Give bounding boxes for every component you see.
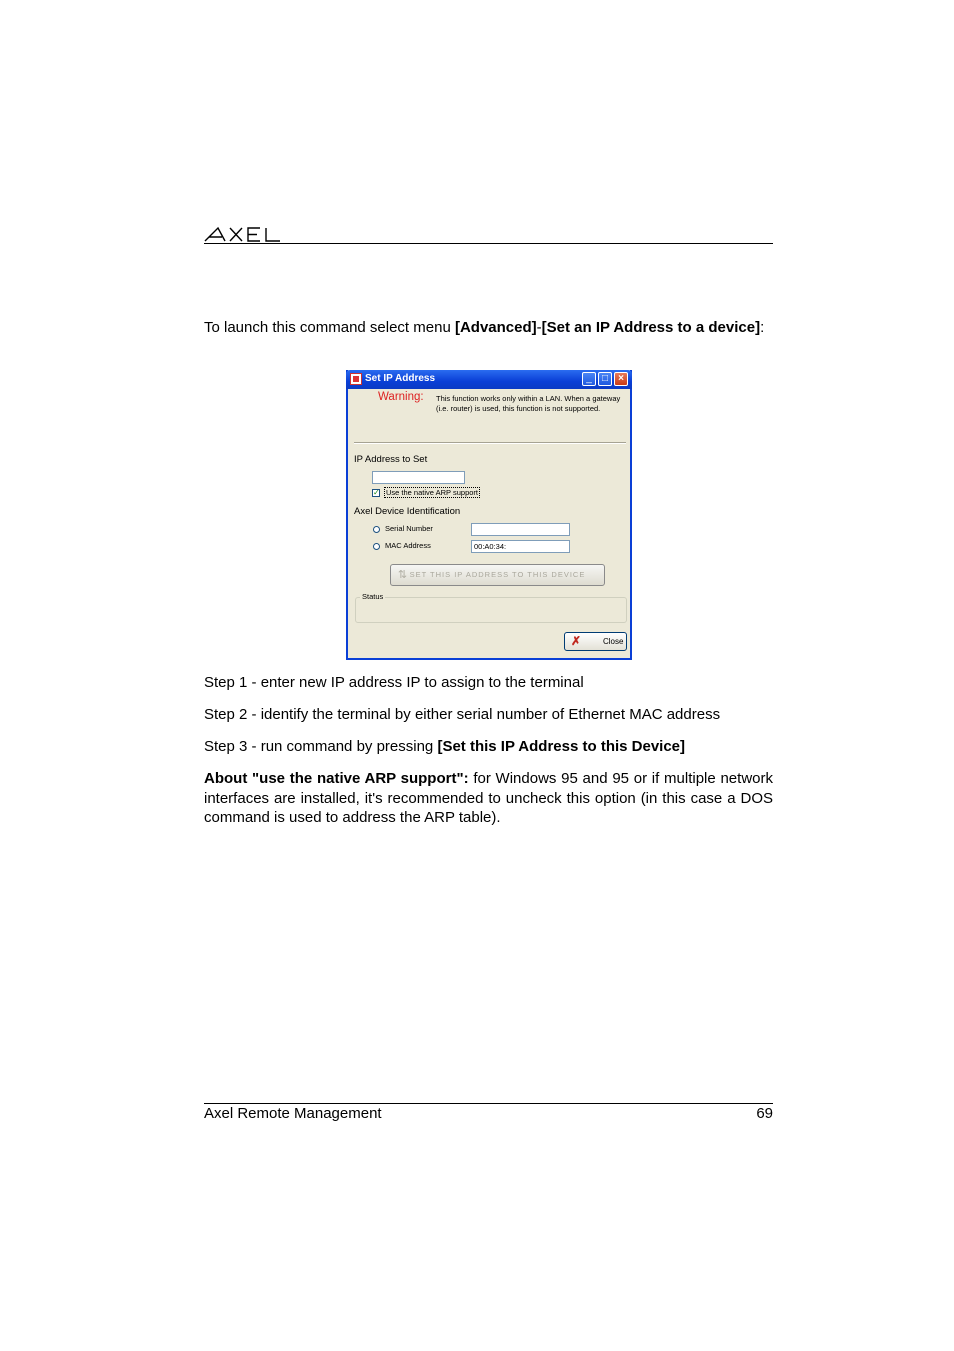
set-ip-button-label: SET THIS IP ADDRESS TO THIS DEVICE: [409, 570, 586, 579]
close-icon: ✗: [571, 634, 582, 648]
intro-text: To launch this command select menu: [204, 319, 455, 336]
mac-address-input[interactable]: 00:A0:34:: [471, 540, 570, 553]
intro-colon: :: [760, 319, 765, 336]
id-section-label: Axel Device Identification: [354, 506, 461, 517]
status-group: [355, 592, 627, 623]
arp-checkbox-label[interactable]: Use the native ARP support: [386, 488, 478, 497]
ip-section-label: IP Address to Set: [354, 454, 428, 465]
maximize-button[interactable]: □: [598, 372, 612, 386]
about-arp-paragraph: [204, 769, 773, 828]
warning-text: This function works only within a LAN. When a gateway (i.e. router) is used, this function is not supported.: [436, 394, 621, 413]
close-window-button[interactable]: ×: [614, 372, 628, 386]
intro-dash: -: [536, 319, 542, 336]
dialog-titlebar[interactable]: [346, 370, 632, 389]
step-3-command: [Set this IP Address to this Device]: [437, 738, 686, 755]
ip-address-input[interactable]: [372, 471, 465, 484]
minimize-button[interactable]: _: [582, 372, 596, 386]
serial-number-input[interactable]: [471, 523, 570, 536]
step-3-text: Step 3 - run command by pressing: [204, 738, 438, 755]
intro-menu: [Advanced]: [454, 319, 537, 336]
close-button[interactable]: [564, 632, 627, 651]
intro-paragraph: [204, 318, 773, 338]
warning-label: Warning:: [378, 391, 424, 403]
page-number: 69: [756, 1105, 773, 1122]
logo-text: AXEL: [204, 226, 207, 227]
app-icon: [350, 373, 362, 385]
intro-item: [Set an IP Address to a device]: [541, 319, 761, 336]
serial-label: Serial Number: [385, 524, 433, 533]
serial-radio[interactable]: [373, 526, 380, 533]
about-text: for Windows 95 and 95 or if multiple network interfaces are installed, it's recommended to uncheck this option (in this case a DOS command is used to address the ARP table).: [204, 770, 773, 826]
mac-label: MAC Address: [385, 541, 431, 550]
step-2: Step 2 - identify the terminal by either serial number of Ethernet MAC address: [204, 706, 721, 723]
arp-checkbox[interactable]: ✓: [373, 488, 380, 497]
header-rule: [204, 243, 773, 244]
status-label: Status: [362, 592, 384, 601]
set-ip-button[interactable]: [390, 564, 605, 586]
step-3: [204, 737, 773, 757]
about-heading: About "use the native ARP support":: [204, 770, 469, 787]
dialog-title: Set IP Address: [365, 373, 436, 384]
axel-logo: [204, 226, 290, 244]
close-button-label: Close: [603, 637, 624, 646]
step-1: Step 1 - enter new IP address IP to assign to the terminal: [204, 674, 584, 691]
footer-title: Axel Remote Management: [204, 1105, 382, 1122]
network-icon: ⇅: [397, 569, 409, 581]
mac-radio[interactable]: [373, 543, 380, 550]
separator: [354, 442, 626, 444]
set-ip-dialog: [346, 370, 632, 660]
